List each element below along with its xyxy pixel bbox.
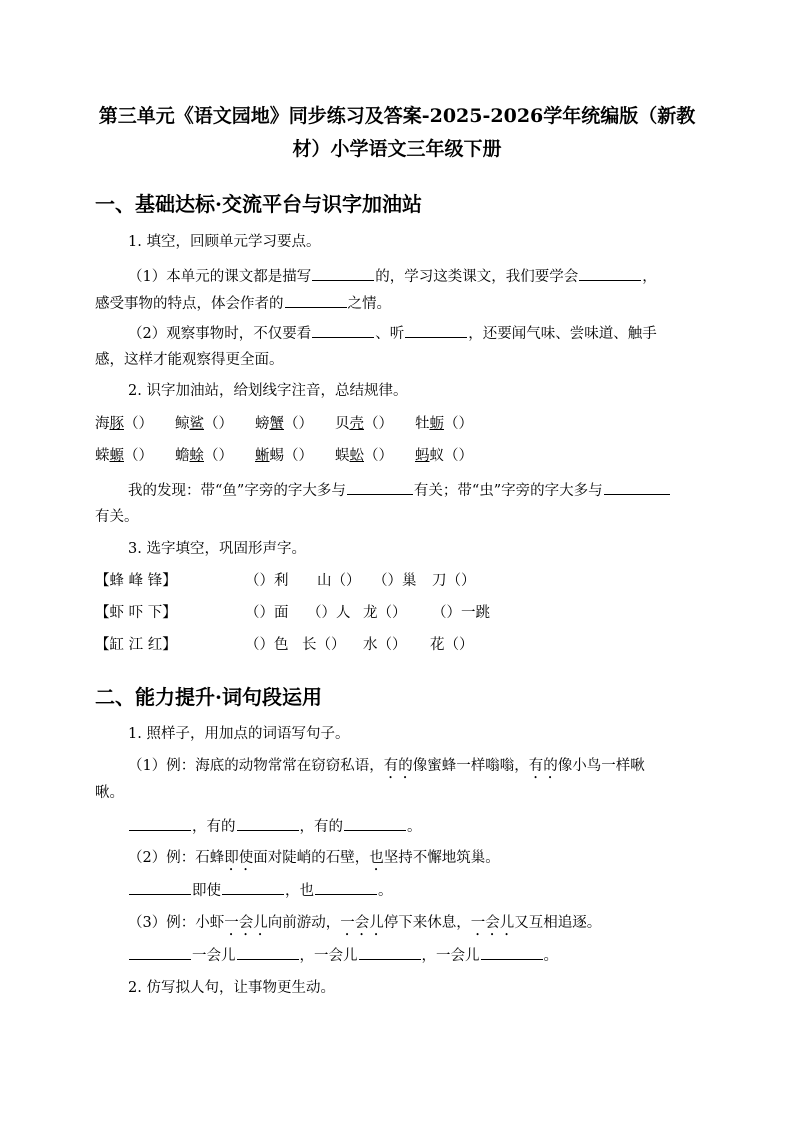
text: 向前游动， (267, 915, 341, 931)
text: （1）本单元的课文都是描写 (128, 269, 312, 285)
answer-blank[interactable] (359, 945, 421, 960)
word-item: 牡蛎（） (415, 416, 473, 432)
answer-blank[interactable] (347, 480, 413, 495)
word-item: 贝壳（） (335, 416, 393, 432)
text: 的，学习这类课文，我们要学会 (375, 269, 579, 285)
word-item: 鲸鲨（） (175, 416, 233, 432)
answer-blank[interactable] (237, 945, 299, 960)
s1-q1-p1-line2 (95, 293, 391, 314)
text: 一会儿 (192, 948, 236, 964)
text: ，有的 (192, 819, 236, 835)
text: 之情。 (347, 296, 391, 312)
s2-q1-answer1 (128, 816, 422, 837)
char-group: 【虾 吓 下】 (95, 605, 177, 621)
fill-item[interactable]: （）人 (307, 605, 351, 621)
text: 。 (407, 819, 422, 835)
answer-blank[interactable] (604, 480, 670, 495)
s2-q2-stem: 2. 仿写拟人句，让事物更生动。 (128, 980, 335, 996)
dotted-word: 也 (369, 850, 384, 866)
answer-blank[interactable] (129, 880, 191, 895)
fill-item[interactable]: 山（） (317, 573, 361, 589)
text: 又互相追逐。 (514, 915, 602, 931)
answer-blank[interactable] (222, 880, 284, 895)
word-item: 海豚（） (95, 416, 153, 432)
answer-blank[interactable] (285, 293, 347, 308)
section1-heading: 一、基础达标·交流平台与识字加油站 (95, 192, 422, 216)
s1-q3-stem: 3. 选字填空，巩固形声字。 (128, 541, 306, 557)
text: 。 (543, 948, 558, 964)
s1-q1-p1-line1 (128, 266, 657, 287)
text: 、听 (375, 326, 405, 342)
word-item: 蜥蜴（） (255, 448, 313, 464)
fill-item[interactable]: （）一跳 (432, 605, 490, 621)
text: 面对陡峭的石壁， (253, 850, 370, 866)
text: （3）例：小虾 (128, 915, 225, 931)
dotted-word: 有的 (383, 758, 413, 774)
text: 坚持不懈地筑巢。 (383, 850, 500, 866)
s2-q1-answer3 (128, 945, 558, 966)
fill-item[interactable]: （）面 (245, 605, 289, 621)
s1-q1-p2-line2: 感，这样才能观察得更全面。 (95, 352, 284, 368)
fill-item[interactable]: （）色 (245, 637, 289, 653)
dotted-word: 一会儿 (470, 915, 515, 931)
answer-blank[interactable] (237, 816, 299, 831)
word-item: 蜈蚣（） (335, 448, 393, 464)
text: （1）例：海底的动物常常在窃窃私语， (128, 758, 384, 774)
text: 有关；带“虫”字旁的字大多与 (413, 483, 603, 499)
s2-q1-example2 (128, 848, 500, 874)
answer-blank[interactable] (129, 816, 191, 831)
dotted-word: 一会儿 (224, 915, 268, 931)
fill-item[interactable]: （）巢 (373, 573, 417, 589)
text: ，一会儿 (299, 948, 358, 964)
text: 。 (378, 883, 393, 899)
s1-q2-stem: 2. 识字加油站，给划线字注音，总结规律。 (128, 383, 408, 399)
char-group: 【缸 江 红】 (95, 637, 177, 653)
text: ，一会儿 (421, 948, 480, 964)
s2-q1-stem: 1. 照样子，用加点的词语写句子。 (128, 726, 350, 742)
fill-item[interactable]: （）利 (245, 573, 289, 589)
s2-q1-example1-line2: 啾。 (95, 785, 124, 801)
dotted-word: 即使 (224, 850, 254, 866)
s2-q1-answer2 (128, 880, 393, 901)
answer-blank[interactable] (129, 945, 191, 960)
text: 即使 (192, 883, 221, 899)
section2-heading: 二、能力提升·词句段运用 (95, 685, 322, 709)
s2-q1-example3 (128, 913, 601, 939)
answer-blank[interactable] (312, 323, 374, 338)
text: （2）例：石蜂 (128, 850, 225, 866)
document-title-line1: 第三单元《语文园地》同步练习及答案-2025-2026学年统编版（新教 (98, 105, 696, 127)
s1-q1-p2-line1 (128, 323, 657, 344)
answer-blank[interactable] (315, 880, 377, 895)
dotted-word: 一会儿 (340, 915, 384, 931)
text: ，也 (285, 883, 314, 899)
s1-q2-finding-line1 (128, 480, 671, 501)
word-item: 蟾蜍（） (175, 448, 233, 464)
dotted-word: 有的 (528, 758, 558, 774)
answer-blank[interactable] (344, 816, 406, 831)
text: 感受事物的特点，体会作者的 (95, 296, 284, 312)
text: （2）观察事物时，不仅要看 (128, 326, 312, 342)
answer-blank[interactable] (405, 323, 467, 338)
text: 像小鸟一样啾 (557, 758, 645, 774)
word-item: 蚂蚁（） (415, 448, 473, 464)
document-title-line2: 材）小学语文三年级下册 (292, 138, 502, 160)
fill-item[interactable]: 龙（） (363, 605, 407, 621)
fill-item[interactable]: 刀（） (432, 573, 476, 589)
answer-blank[interactable] (481, 945, 543, 960)
text: ， (642, 269, 657, 285)
text: 像蜜蜂一样嗡嗡， (412, 758, 529, 774)
word-item: 螃蟹（） (255, 416, 313, 432)
word-item: 蝾螈（） (95, 448, 153, 464)
answer-blank[interactable] (312, 266, 374, 281)
s1-q2-finding-line2: 有关。 (95, 509, 139, 525)
fill-item[interactable]: 长（） (302, 637, 346, 653)
text: ，还要闻气味、尝味道、触手 (468, 326, 657, 342)
fill-item[interactable]: 花（） (430, 637, 474, 653)
text: 我的发现：带“鱼”字旁的字大多与 (128, 483, 346, 499)
text: 停下来休息， (383, 915, 471, 931)
char-group: 【蜂 峰 锋】 (95, 573, 177, 589)
s1-q1-stem: 1. 填空，回顾单元学习要点。 (128, 234, 321, 250)
answer-blank[interactable] (579, 266, 641, 281)
text: ，有的 (299, 819, 343, 835)
s2-q1-example1-line1 (128, 756, 645, 782)
fill-item[interactable]: 水（） (363, 637, 407, 653)
